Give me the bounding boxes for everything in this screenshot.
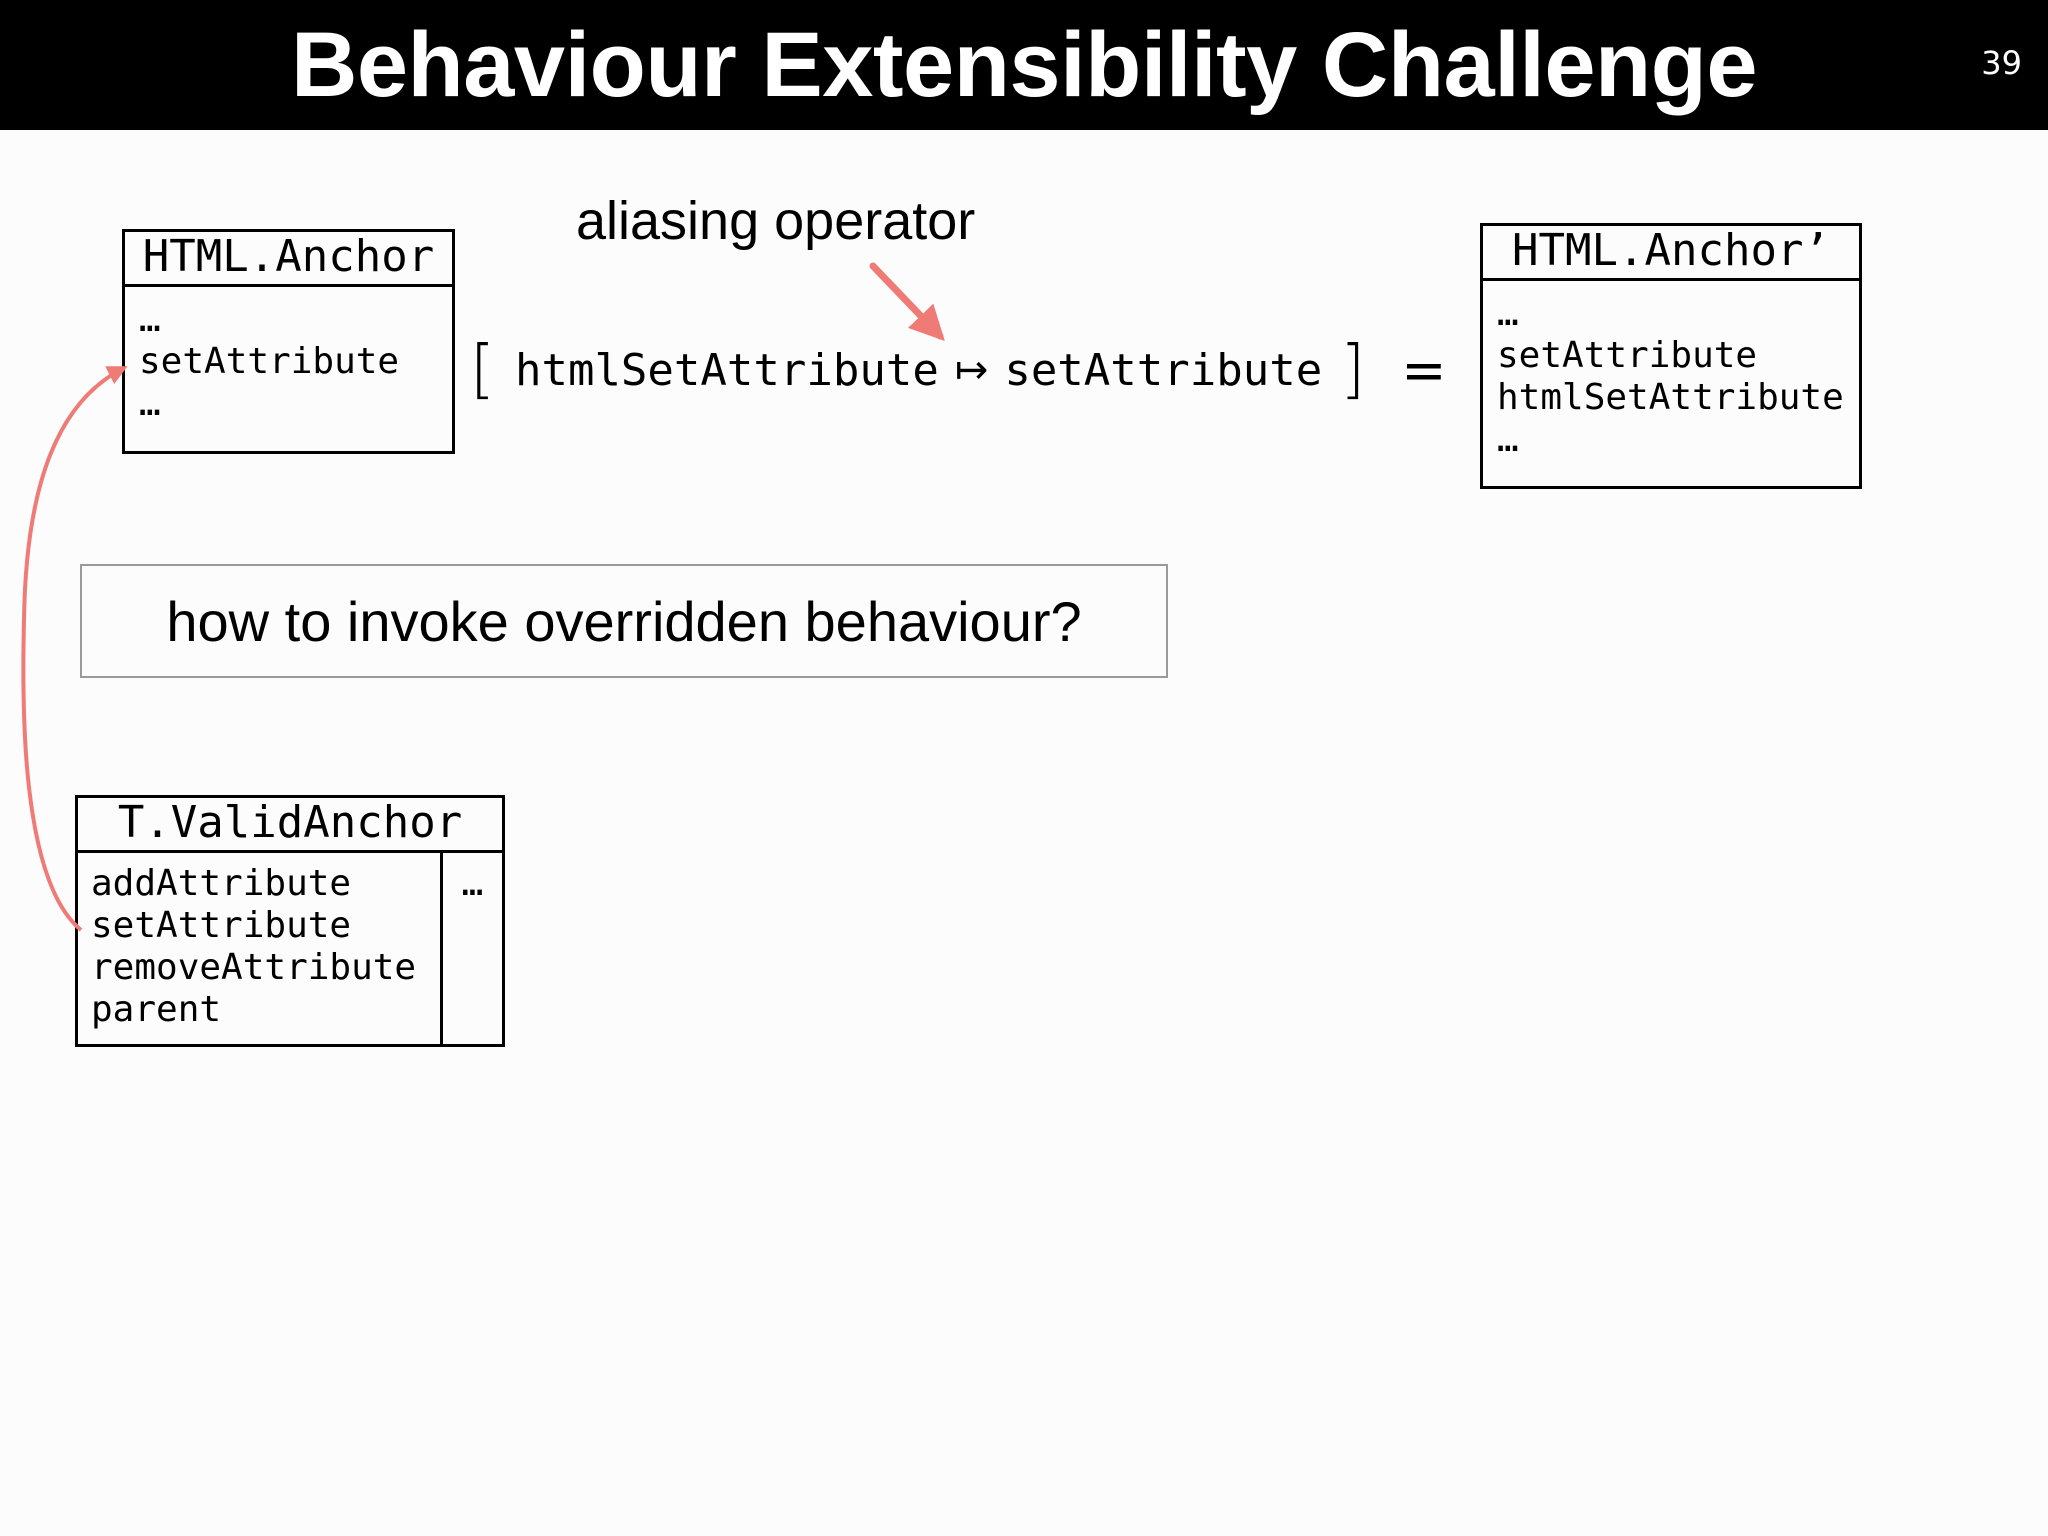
close-bracket: ] <box>1340 333 1366 407</box>
equals-sign: = <box>1401 338 1447 402</box>
question-text: how to invoke overridden behaviour? <box>166 589 1082 653</box>
valid-anchor-member-setattribute: setAttribute <box>91 905 352 946</box>
aliasing-operator-label: aliasing operator <box>576 191 976 251</box>
html-anchor-prime-member-htmlsetattribute: htmlSetAttribute <box>1497 377 1844 418</box>
html-anchor-member-ellipsis-top: … <box>139 299 161 340</box>
open-bracket: [ <box>470 333 495 407</box>
html-anchor-prime-member-ellipsis-top: … <box>1497 293 1519 334</box>
valid-anchor-class-name: T.ValidAnchor <box>78 798 502 853</box>
slide-number: 39 <box>1981 44 2022 82</box>
valid-anchor-member-addattribute: addAttribute <box>91 863 352 904</box>
html-anchor-prime-member-ellipsis-bottom: … <box>1497 419 1519 460</box>
html-anchor-class-name: HTML.Anchor <box>125 232 452 287</box>
valid-anchor-side-ellipsis: … <box>461 863 484 904</box>
html-anchor-member-setattribute: setAttribute <box>139 341 400 382</box>
valid-anchor-member-parent: parent <box>91 989 222 1030</box>
html-anchor-prime-member-setattribute: setAttribute <box>1497 335 1758 376</box>
html-anchor-member-ellipsis-bottom: … <box>139 383 161 424</box>
maps-to-icon: ↦ <box>954 347 989 393</box>
original-method-name: setAttribute <box>1004 344 1323 396</box>
aliasing-arrow <box>873 266 940 336</box>
slide-title: Behaviour Extensibility Challenge <box>290 14 1758 116</box>
valid-anchor-member-removeattribute: removeAttribute <box>91 947 417 988</box>
alias-method-name: htmlSetAttribute <box>514 344 939 396</box>
html-anchor-prime-class-name: HTML.Anchor’ <box>1483 226 1859 281</box>
override-link-arrow <box>23 368 124 930</box>
